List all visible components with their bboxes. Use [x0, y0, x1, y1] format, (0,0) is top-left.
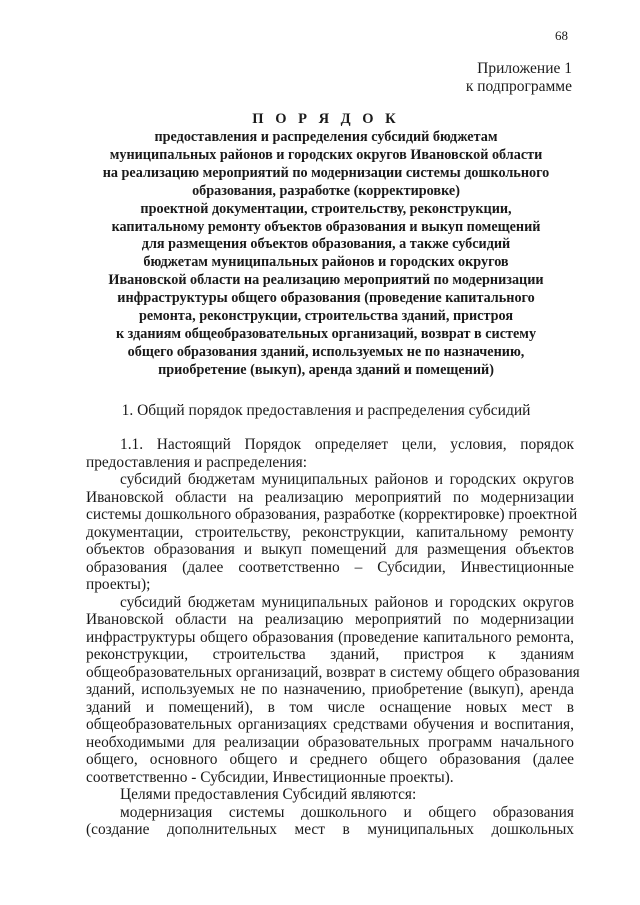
page-number: 68 — [555, 28, 568, 43]
body-line: проекты); — [86, 576, 151, 593]
title-line: муниципальных районов и городских округов Ивановской области — [109, 146, 543, 163]
title-line: Ивановской области на реализацию мероприятий по модернизации — [108, 272, 544, 289]
title-word: П О Р Я Д О К — [252, 111, 400, 127]
body-line: субсидий бюджетам муниципальных районов и городских округов — [120, 471, 574, 488]
body-line: системы дошкольного образования, разработке (корректировке) проектной — [86, 506, 578, 523]
body-line: Целями предоставления Субсидий являются: — [120, 786, 417, 803]
body-line: модернизация системы дошкольного и общего образования — [120, 803, 574, 821]
body-line: реконструкции, строительства зданий, пристроя к зданиям — [86, 646, 574, 663]
body-text — [86, 436, 580, 839]
title-line: приобретение (выкуп), аренда зданий и помещений) — [158, 361, 494, 378]
title-line: к зданиям общеобразовательных организаций, возврат в систему — [115, 325, 537, 342]
body-line: инфраструктуры общего образования (проведение капитального ремонта, — [86, 628, 574, 646]
body-line: соответственно - Субсидии, Инвестиционные проекты). — [86, 768, 454, 786]
body-line: необходимыми для реализации образовательных программ начального — [86, 733, 574, 751]
title-line: предоставления и распределения субсидий бюджетам — [154, 129, 498, 145]
body-line: 1.1. Настоящий Порядок определяет цели, условия, порядок — [120, 436, 574, 453]
body-line: субсидий бюджетам муниципальных районов и городских округов — [120, 593, 574, 611]
body-line: общего, основного общего и среднего общего образования (далее — [86, 751, 574, 768]
title-line: проектной документации, строительству, реконструкции, — [140, 200, 512, 217]
body-line: зданий, используемых не по назначению, приобретение (выкуп), аренда — [86, 681, 574, 698]
body-line: объектов образования и выкуп помещений для размещения объектов — [86, 541, 574, 558]
title-line: инфраструктуры общего образования (проведение капитального — [117, 290, 535, 307]
title-line: образования, разработке (корректировке) — [192, 182, 460, 199]
title-line: для размещения объектов образования, а также субсидий — [141, 236, 511, 253]
body-line: зданий и помещений), в том числе оснащение новых мест в — [86, 698, 574, 716]
body-line: (создание дополнительных мест в муниципальных дошкольных — [86, 821, 574, 838]
body-line: образования (далее соответственно – Субсидии, Инвестиционные — [86, 558, 574, 576]
title-line: бюджетам муниципальных районов и городских округов — [143, 254, 509, 271]
title-line: капитальному ремонту объектов образования и выкуп помещений — [111, 218, 541, 235]
body-line: документации, строительству, реконструкции, капитальному ремонту — [86, 523, 574, 541]
body-line: общеобразовательных организаций, возврат в систему общего образования — [86, 663, 580, 681]
title-line: ремонта, реконструкции, строительства зданий, пристроя — [138, 308, 514, 325]
title-line: на реализацию мероприятий по модернизации системы дошкольного — [102, 164, 550, 181]
appendix-line-1: Приложение 1 — [477, 60, 572, 77]
appendix-note — [466, 60, 572, 96]
body-line: Ивановской области на реализацию мероприятий по модернизации — [86, 611, 574, 628]
body-line: предоставления и распределения: — [86, 453, 308, 471]
appendix-line-2: к подпрограмме — [465, 78, 572, 95]
title-line: общего образования зданий, используемых не по назначению, — [127, 343, 525, 360]
document-title — [76, 110, 576, 380]
body-line: общеобразовательных организациях средствами обучения и воспитания, — [86, 716, 574, 733]
body-line: Ивановской области на реализацию мероприятий по модернизации — [86, 488, 574, 506]
section-heading: 1. Общий порядок предоставления и распределения субсидий — [121, 402, 531, 419]
